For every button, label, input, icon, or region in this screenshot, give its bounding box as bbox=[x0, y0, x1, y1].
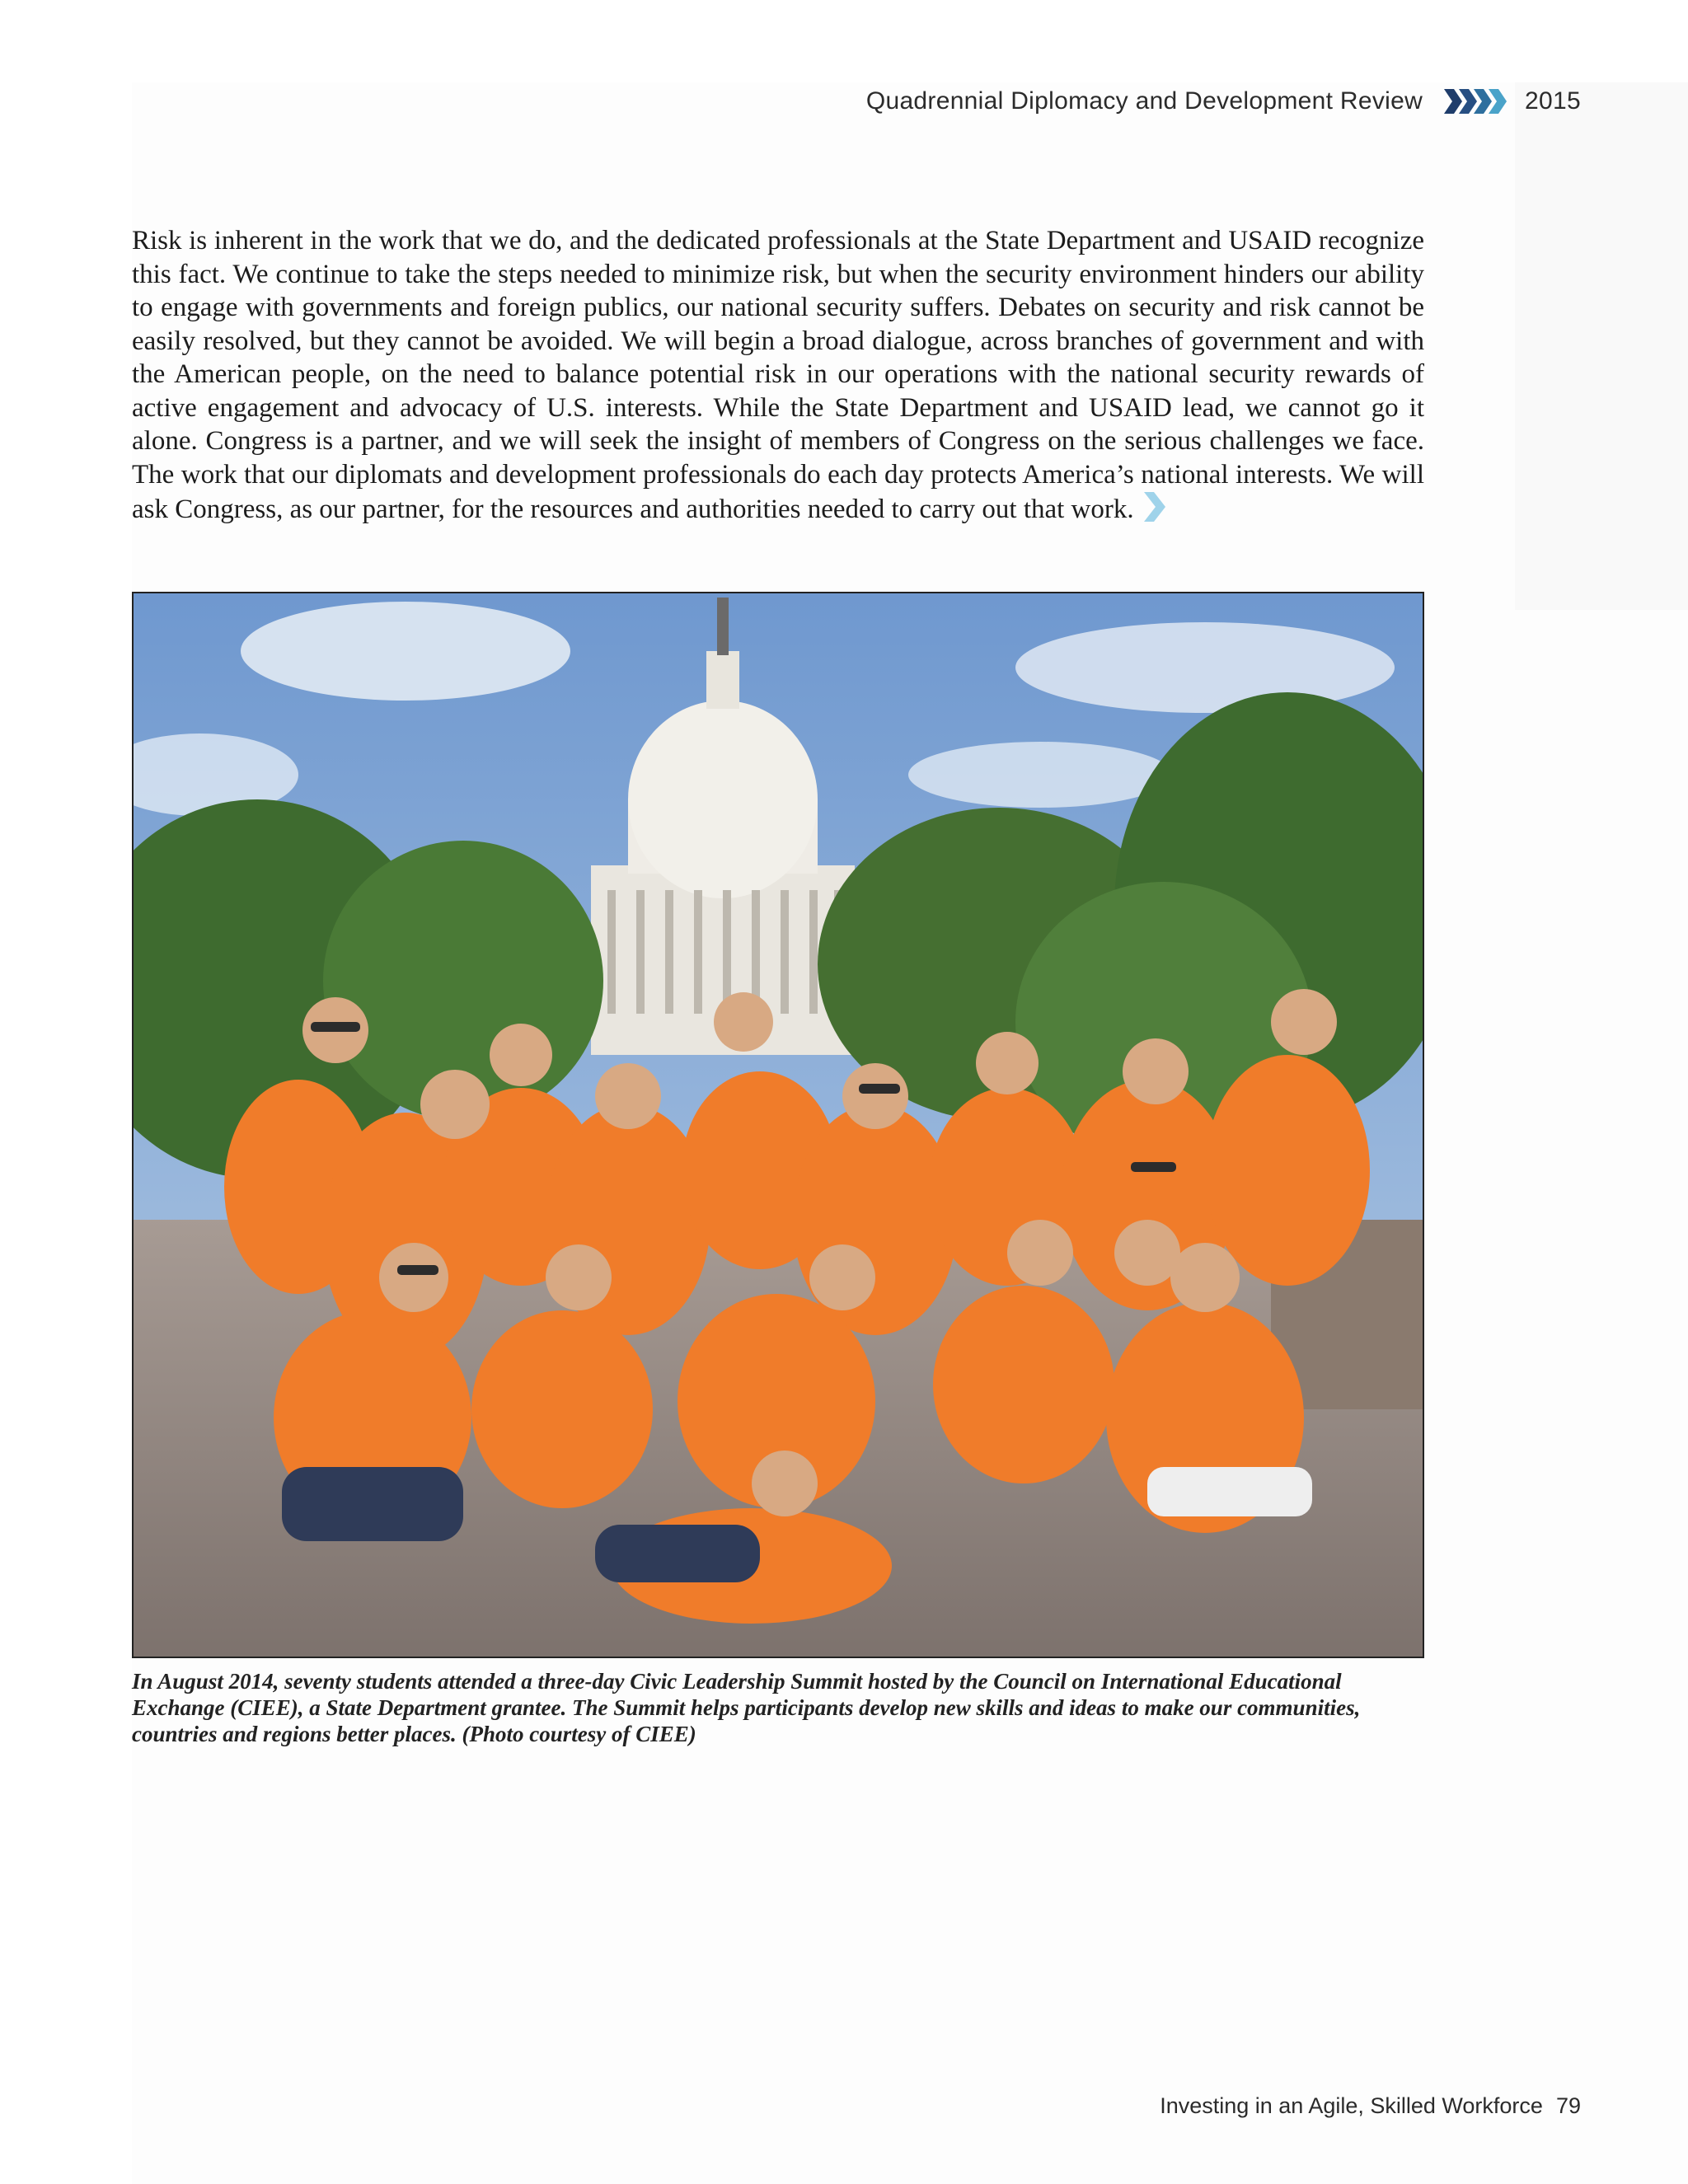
triple-chevron-icon bbox=[1444, 87, 1510, 115]
photo-caption: In August 2014, seventy students attended a three-day Civic Leadership Summit hosted by the Council on International Educational Exchange (CIEE), a State Department grantee. The Summit helps participants develop new skills and ideas to make our communities, countries and regions better places. (Photo courtesy of CIEE) bbox=[132, 1669, 1361, 1746]
cloud bbox=[908, 742, 1172, 808]
group-photo bbox=[132, 592, 1424, 1658]
footer-section: Investing in an Agile, Skilled Workforce bbox=[1160, 2093, 1543, 2118]
body-paragraph-text: Risk is inherent in the work that we do, and the dedicated professionals at the State Department and USAID recognize this fact. We continue to take the steps needed to minimize risk, but when the security environment hinders our ability to engage with governments and foreign publics, our national security suffers. Debates on security and risk cannot be easily resolved, but they cannot be avoided. We will begin a broad dialogue, across branches of government and with the American people, on the need to balance potential risk in our operations with the national security rewards of active engagement and advocacy of U.S. interests. While the State Department and USAID lead, we cannot go it alone. Congress is a partner, and we will seek the insight of members of Congress on the serious challenges we face. The work that our diplomats and development professionals do each day protects America’s national interests. We will ask Congress, as our partner, for the resources and authorities needed to carry out that work. bbox=[132, 226, 1424, 524]
chevron-end-mark-icon bbox=[1142, 491, 1167, 532]
header-year: 2015 bbox=[1525, 87, 1581, 115]
margin-strip bbox=[1515, 82, 1688, 610]
header-title: Quadrennial Diplomacy and Development Review bbox=[865, 87, 1423, 115]
page-number: 79 bbox=[1555, 2093, 1581, 2118]
body-paragraph bbox=[132, 224, 1424, 532]
running-footer bbox=[1160, 2093, 1581, 2119]
cloud bbox=[241, 602, 570, 701]
running-header bbox=[866, 87, 1581, 115]
cloud bbox=[1015, 622, 1395, 713]
